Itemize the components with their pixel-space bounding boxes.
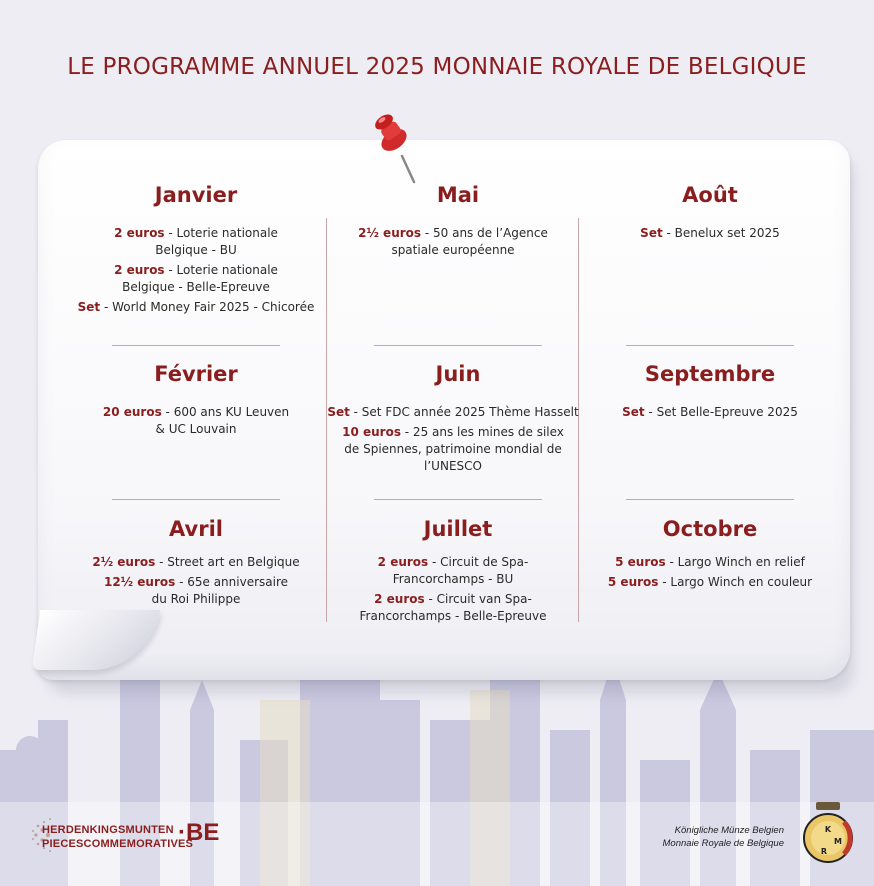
push-pin-icon [368,110,428,190]
logo-line-2: PIECESCOMMEMORATIVES [42,838,194,850]
month-juin-items [322,404,584,478]
mint-name-de: Königliche Münze Belgien [674,825,784,836]
month-fevrier: Février [154,362,238,386]
list-item: Set - World Money Fair 2025 - Chicorée [77,300,315,314]
month-octobre-items [580,554,840,594]
month-mai-items [322,225,584,262]
row-divider [374,499,542,500]
month-septembre-items [580,404,840,424]
month-aout-items [580,225,840,245]
month-aout: Août [682,183,738,207]
list-item: Set - Set FDC année 2025 Thème Hasselt [327,405,579,419]
logo-line-1: HERDENKINGSMUNTEN [42,824,174,836]
month-avril: Avril [169,517,223,541]
seal-letter-r: R [820,847,828,856]
month-juillet-items [322,554,584,628]
month-juin: Juin [435,362,481,386]
mint-seal-icon [800,800,856,864]
month-janvier-items [60,225,332,319]
page-title: LE PROGRAMME ANNUEL 2025 MONNAIE ROYALE DE BELGIQUE [67,54,807,80]
logo-suffix: ·BE [178,819,220,846]
seal-letter-k: K [824,825,832,834]
list-item: 5 euros - Largo Winch en relief [615,555,805,569]
mint-name-fr: Monnaie Royale de Belgique [662,838,784,849]
list-item: 2½ euros - Street art en Belgique [92,555,300,569]
list-item: Set - Benelux set 2025 [640,226,780,240]
month-mai: Mai [436,183,480,207]
list-item: 20 euros - 600 ans KU Leuven & UC Louvain [102,405,290,436]
month-octobre: Octobre [662,517,758,541]
row-divider [112,499,280,500]
list-item: 2 euros - Loterie nationale Belgique - BU [114,226,278,257]
list-item: Set - Set Belle-Epreuve 2025 [622,405,798,419]
row-divider [374,345,542,346]
row-divider [112,345,280,346]
month-fevrier-items [60,404,332,441]
list-item: 12½ euros - 65e anniversaire du Roi Philippe [103,575,289,606]
list-item: 5 euros - Largo Winch en couleur [607,575,813,589]
month-juillet: Juillet [423,517,493,541]
seal-letter-m: M [834,837,842,846]
row-divider [626,499,794,500]
month-septembre: Septembre [644,362,776,386]
list-item: 10 euros - 25 ans les mines de silex de Spiennes, patrimoine mondial de l’UNESCO [342,425,564,473]
month-avril-items [60,554,332,611]
month-janvier: Janvier [154,183,238,207]
list-item: 2 euros - Circuit de Spa- Francorchamps - BU [377,555,529,586]
list-item: 2 euros - Loterie nationale Belgique - Belle-Epreuve [114,263,278,294]
list-item: 2½ euros - 50 ans de l’Agence spatiale européenne [358,226,548,257]
list-item: 2 euros - Circuit van Spa- Francorchamps - Belle-Epreuve [359,592,547,623]
row-divider [626,345,794,346]
